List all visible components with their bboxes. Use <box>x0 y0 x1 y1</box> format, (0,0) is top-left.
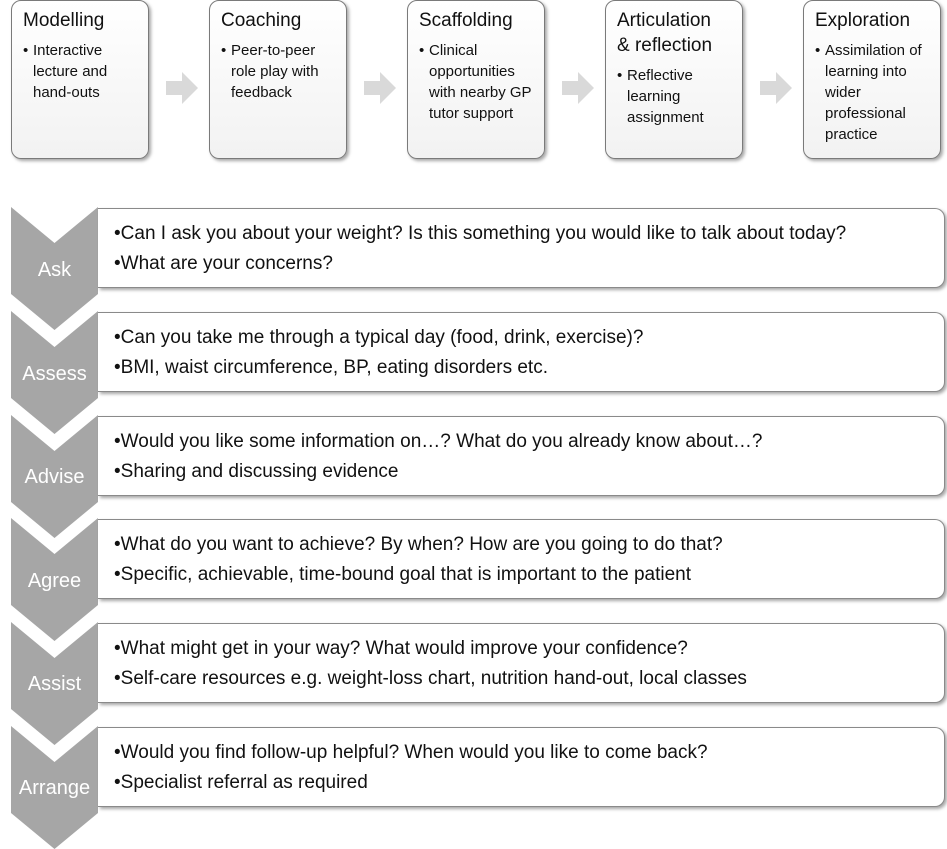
step-label-assist: Assist <box>27 673 82 695</box>
flow-arrow-icon <box>562 72 594 104</box>
flow-arrow-icon <box>166 72 198 104</box>
step-label-agree: Agree <box>27 570 82 592</box>
stage-item: • Clinical opportunities with nearby GP tutor support <box>419 40 536 124</box>
stage-title: Articulation & reflection <box>617 10 713 56</box>
stage-item: • Interactive lecture and hand-outs <box>23 40 140 103</box>
stage-title: Scaffolding <box>419 10 513 31</box>
step-bullet: • Would you like some information on…? What do you already know about…? <box>114 427 944 457</box>
step-label-arrange: Arrange <box>18 777 91 799</box>
step-box-advise <box>98 416 945 496</box>
step-box-arrange <box>98 727 945 807</box>
stage-exploration <box>803 0 941 159</box>
stage-title: Modelling <box>23 10 105 31</box>
stage-coaching <box>209 0 347 159</box>
step-box-ask <box>98 208 945 288</box>
stage-item: • Peer-to-peer role play with feedback <box>221 40 338 103</box>
stage-title: Exploration <box>815 10 911 31</box>
step-box-assess <box>98 312 945 392</box>
step-label-ask: Ask <box>37 259 72 281</box>
step-bullet: • Can I ask you about your weight? Is this something you would like to talk about today? <box>114 219 944 249</box>
flow-arrow-icon <box>364 72 396 104</box>
flow-arrow-icon <box>760 72 792 104</box>
step-bullet: • BMI, waist circumference, BP, eating disorders etc. <box>114 353 944 383</box>
step-bullet: • Specialist referral as required <box>114 768 944 798</box>
step-box-agree <box>98 519 945 599</box>
stage-title: Coaching <box>221 10 302 31</box>
step-bullet: • What might get in your way? What would improve your confidence? <box>114 634 944 664</box>
step-box-assist <box>98 623 945 703</box>
step-bullet: • Sharing and discussing evidence <box>114 457 944 487</box>
stage-modelling <box>11 0 149 159</box>
stage-articulation-reflection <box>605 0 743 159</box>
step-label-assess: Assess <box>22 363 87 385</box>
step-label-advise: Advise <box>24 466 85 488</box>
step-bullet: • What do you want to achieve? By when? How are you going to do that? <box>114 530 944 560</box>
stage-item: • Reflective learning assignment <box>617 65 734 128</box>
stage-item: • Assimilation of learning into wider professional practice <box>815 40 932 145</box>
step-bullet: • Would you find follow-up helpful? When would you like to come back? <box>114 738 944 768</box>
step-bullet: • Specific, achievable, time-bound goal that is important to the patient <box>114 560 944 590</box>
step-bullet: • What are your concerns? <box>114 249 944 279</box>
step-bullet: • Self-care resources e.g. weight-loss chart, nutrition hand-out, local classes <box>114 664 944 694</box>
stage-scaffolding <box>407 0 545 159</box>
step-bullet: • Can you take me through a typical day (food, drink, exercise)? <box>114 323 944 353</box>
